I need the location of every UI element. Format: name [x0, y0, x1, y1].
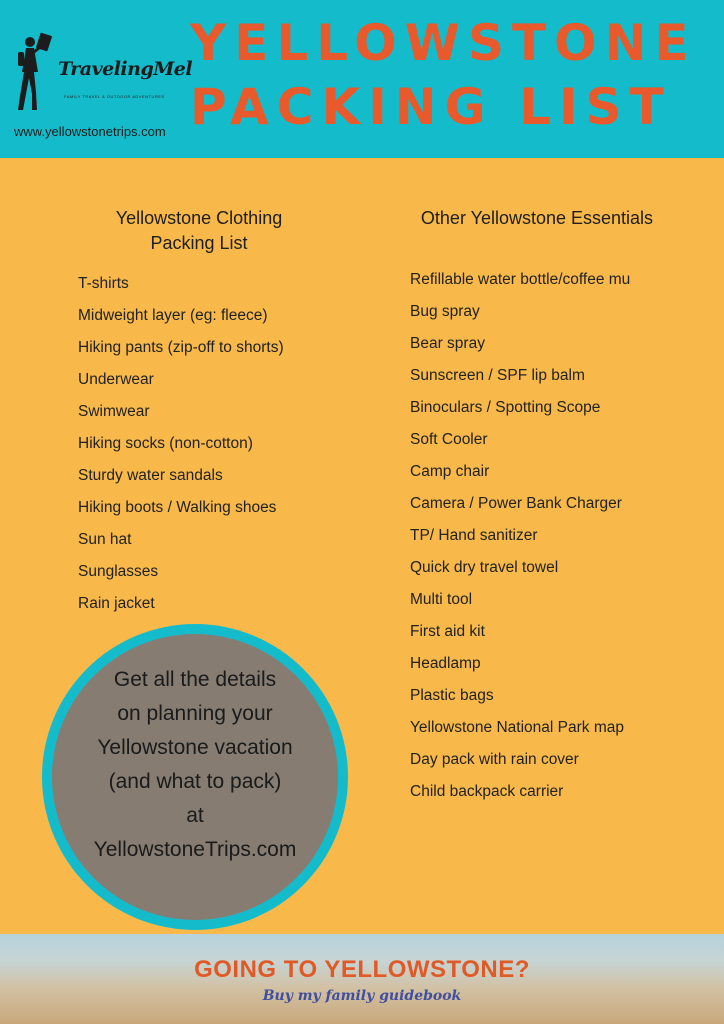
list-item: Bug spray: [410, 303, 480, 320]
page-title-line-1: YELLOWSTONE: [190, 14, 697, 72]
list-item: Sunscreen / SPF lip balm: [410, 367, 585, 384]
promo-link-url[interactable]: YellowstoneTrips.com: [93, 838, 297, 861]
hiker-silhouette-icon: [14, 28, 54, 118]
clothing-list-heading: [94, 206, 304, 256]
list-item: Sun hat: [78, 531, 132, 548]
list-item: Child backpack carrier: [410, 783, 564, 800]
promo-line: Get all the details: [113, 668, 277, 691]
essentials-list-heading: Other Yellowstone Essentials: [420, 208, 654, 228]
list-item: First aid kit: [410, 623, 485, 640]
essentials-list: [410, 264, 710, 808]
promo-line: on planning your: [117, 702, 273, 725]
list-item: Plastic bags: [410, 687, 494, 704]
list-item: Soft Cooler: [410, 431, 488, 448]
list-item: Refillable water bottle/coffee mu: [410, 271, 631, 288]
list-item: TP/ Hand sanitizer: [410, 527, 538, 544]
travelingmel-logo[interactable]: [14, 28, 194, 118]
list-item: Multi tool: [410, 591, 473, 608]
list-item: Headlamp: [410, 655, 481, 672]
promo-line: Yellowstone vacation: [97, 736, 293, 759]
list-item: Hiking pants (zip-off to shorts): [78, 339, 284, 356]
clothing-list: [78, 268, 284, 620]
list-item: Sunglasses: [78, 563, 159, 580]
list-item: Swimwear: [78, 403, 150, 420]
list-item: Midweight layer (eg: fleece): [78, 307, 268, 324]
list-item: Camp chair: [410, 463, 490, 480]
logo-tagline: FAMILY TRAVEL & OUTDOOR ADVENTURES: [64, 94, 165, 99]
guidebook-headline: GOING TO YELLOWSTONE?: [194, 956, 530, 983]
list-item: T-shirts: [78, 275, 129, 292]
list-item: Binoculars / Spotting Scope: [410, 399, 601, 416]
page-title-line-2: PACKING LIST: [190, 78, 672, 136]
site-url-link[interactable]: www.yellowstonetrips.com: [14, 124, 166, 139]
list-item: Quick dry travel towel: [410, 559, 559, 576]
list-item: Hiking socks (non-cotton): [78, 435, 253, 452]
clothing-heading-line-2: Packing List: [150, 233, 248, 253]
list-item: Rain jacket: [78, 595, 155, 612]
promo-line: (and what to pack): [108, 770, 282, 793]
logo-wordmark: TravelingMel: [58, 58, 193, 80]
list-item: Day pack with rain cover: [410, 751, 579, 768]
promo-line: at: [186, 804, 204, 827]
clothing-heading-line-1: Yellowstone Clothing: [115, 208, 283, 228]
list-item: Bear spray: [410, 335, 485, 352]
list-item: Sturdy water sandals: [78, 467, 223, 484]
list-item: Camera / Power Bank Charger: [410, 495, 622, 512]
list-item: Underwear: [78, 371, 154, 388]
list-item: Hiking boots / Walking shoes: [78, 499, 277, 516]
list-item: Yellowstone National Park map: [410, 719, 624, 736]
header-banner: [0, 0, 724, 158]
guidebook-subline: Buy my family guidebook: [262, 988, 462, 1004]
guidebook-banner[interactable]: [0, 934, 724, 1024]
